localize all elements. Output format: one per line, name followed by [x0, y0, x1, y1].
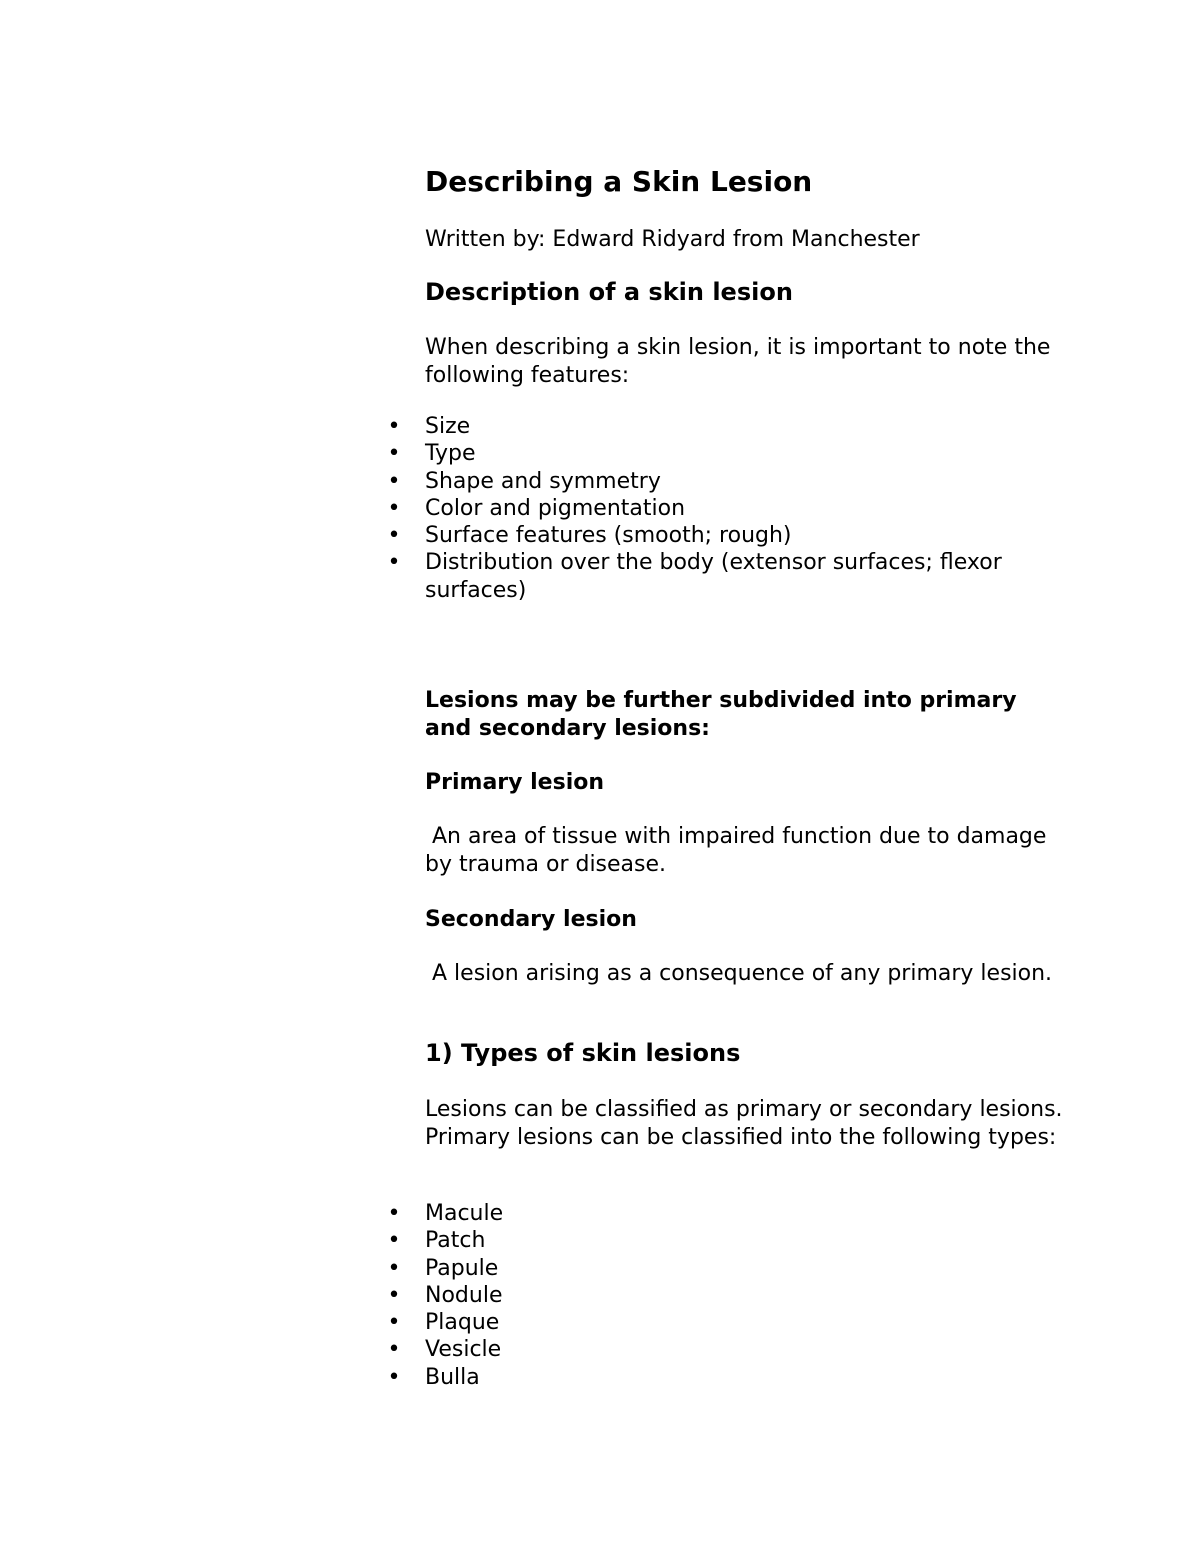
bullet-icon: • — [387, 414, 401, 439]
bullet-icon: • — [387, 1310, 401, 1336]
section-intro-description: When describing a skin lesion, it is important to note the following features: — [425, 335, 1051, 388]
list-item: • Color and pigmentation — [425, 495, 1065, 522]
list-item: • Macule — [425, 1200, 1065, 1227]
bullet-icon: • — [387, 1364, 401, 1390]
section-intro-types: Lesions can be classified as primary or secondary lesions. Primary lesions can be classified into the following types: — [425, 1097, 1063, 1150]
list-item: • Patch — [425, 1227, 1065, 1254]
bullet-icon: • — [387, 550, 401, 576]
list-item: • Vesicle — [425, 1336, 1065, 1363]
list-item: • Shape and symmetry — [425, 468, 1065, 495]
bullet-icon: • — [387, 523, 401, 549]
features-list — [387, 413, 1065, 604]
list-item: • Distribution over the body (extensor surfaces; flexor surfaces) — [425, 549, 1065, 604]
bullet-icon: • — [387, 468, 401, 494]
section-heading-types: 1) Types of skin lesions — [425, 1039, 741, 1067]
list-item: • Size — [425, 413, 1065, 440]
document-title: Describing a Skin Lesion — [425, 165, 813, 198]
list-item: • Surface features (smooth; rough) — [425, 522, 1065, 549]
section-heading-description: Description of a skin lesion — [425, 278, 793, 306]
primary-lesion-heading: Primary lesion — [425, 770, 605, 795]
bullet-icon: • — [387, 495, 401, 521]
list-item: • Papule — [425, 1255, 1065, 1282]
bullet-icon: • — [387, 1201, 401, 1226]
secondary-lesion-definition: A lesion arising as a consequence of any primary lesion. — [425, 961, 1053, 986]
list-item: • Nodule — [425, 1282, 1065, 1309]
bullet-icon: • — [387, 441, 401, 467]
bullet-icon: • — [387, 1228, 401, 1254]
types-list — [387, 1200, 1065, 1391]
secondary-lesion-heading: Secondary lesion — [425, 907, 637, 932]
list-item: • Bulla — [425, 1364, 1065, 1391]
primary-lesion-definition: An area of tissue with impaired function due to damage by trauma or disease. — [425, 824, 1054, 877]
bullet-icon: • — [387, 1337, 401, 1363]
byline: Written by: Edward Ridyard from Manchester — [425, 227, 920, 252]
bullet-icon: • — [387, 1282, 401, 1308]
bullet-icon: • — [387, 1255, 401, 1281]
list-item: • Type — [425, 440, 1065, 467]
list-item: • Plaque — [425, 1309, 1065, 1336]
subdivision-statement: Lesions may be further subdivided into primary and secondary lesions: — [425, 688, 1017, 741]
